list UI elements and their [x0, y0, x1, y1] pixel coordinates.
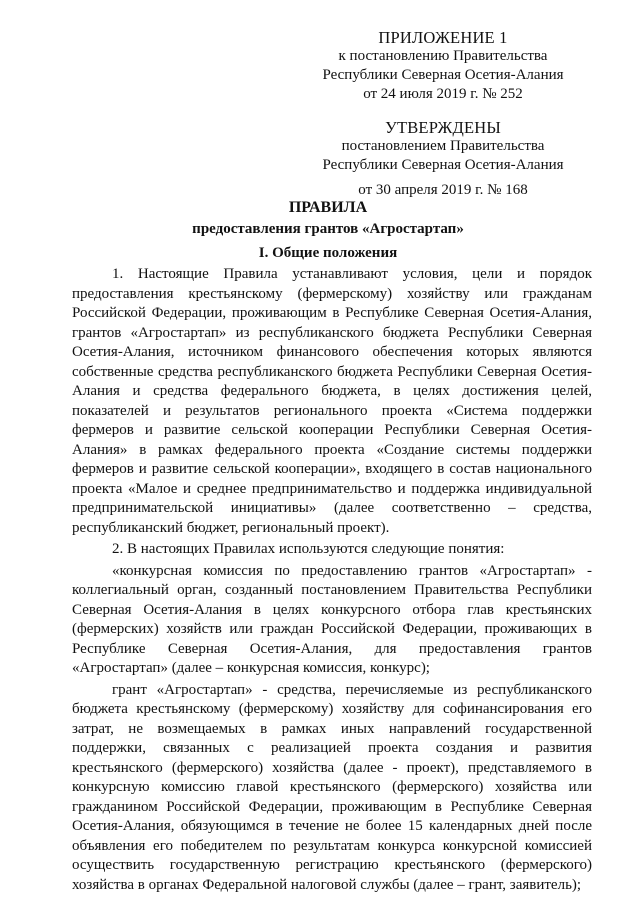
appendix-line-3: от 24 июля 2019 г. № 252	[363, 86, 523, 102]
approved-stamp	[318, 118, 568, 200]
paragraph-3: «конкурсная комиссия по предоставлению грантов «Агростартап» - коллегиальный орган, созданный постановлением Правительства Республики Северная Осетия-Алания в целях конкурсного отбора глав крестьянских (фермерских) хозяйств или граждан Российской Федерации, проживающих в Республике Северная Осетия-Алания, для предоставления грантов «Агростартап» (далее – конкурсная комиссия, конкурс);	[72, 562, 592, 676]
appendix-heading: ПРИЛОЖЕНИЕ 1	[378, 28, 508, 47]
paragraph-4: грант «Агростартап» - средства, перечисляемые из республиканского бюджета крестьянскому (фермерскому) хозяйству для софинансирования его затрат, не возмещаемых в рамках иных направлений государственной поддержки, связанных с реализацией проекта создания и развития крестьянского (фермерского) хозяйства (далее - проект), представляемого в конкурсную комиссию главой крестьянского (фермерского) хозяйства или гражданином Российской Федерации, проживающим в Республике Северная Осетия-Алания, обязующимся в течение не более 15 календарных дней после объявления его победителем по результатам конкурса конкурсной комиссией осуществить государственную регистрацию крестьянского (фермерского) хозяйства в органах Федеральной налоговой службы (далее – грант, заявитель);	[72, 681, 592, 893]
approved-line-3: от 30 апреля 2019 г. № 168	[358, 182, 528, 198]
paragraph-2: 2. В настоящих Правилах используются следующие понятия:	[112, 541, 505, 557]
section-title: I. Общие положения	[258, 245, 398, 261]
approved-heading: УТВЕРЖДЕНЫ	[385, 118, 501, 137]
document-body	[72, 265, 592, 897]
appendix-line-1: к постановлению Правительства	[338, 48, 548, 64]
paragraph-1: 1. Настоящие Правила устанавливают условия, цели и порядок предоставления крестьянскому (фермерскому) хозяйству или гражданам Российской Федерации, проживающим в Республике Северная Осетия-Алания, грантов «Агростартап» из республиканского бюджета Республики Северная Осетия-Алания, источником финансового обеспечения которых являются собственные средства республиканского бюджета Республики Северная Осетия-Алания и средства федерального бюджета, в целях достижения целей, показателей и результатов регионального проекта «Система поддержки фермеров и развитие сельской кооперации Республики Северная Осетия-Алания» в рамках федерального проекта «Создание системы поддержки фермеров и развитие сельской кооперации», входящего в состав национального проекта «Малое и среднее предпринимательство и поддержка индивидуальной предпринимательской инициативы» (далее соответственно – средства, республиканский бюджет, региональный проект).	[72, 266, 592, 536]
document-subtitle: предоставления грантов «Агростартап»	[192, 221, 464, 237]
appendix-line-2: Республики Северная Осетия-Алания	[322, 67, 564, 83]
approved-line-2: Республики Северная Осетия-Алания	[322, 157, 564, 173]
document-title: ПРАВИЛА	[288, 199, 368, 216]
approved-line-1: постановлением Правительства	[341, 138, 545, 154]
appendix-stamp	[318, 28, 568, 104]
